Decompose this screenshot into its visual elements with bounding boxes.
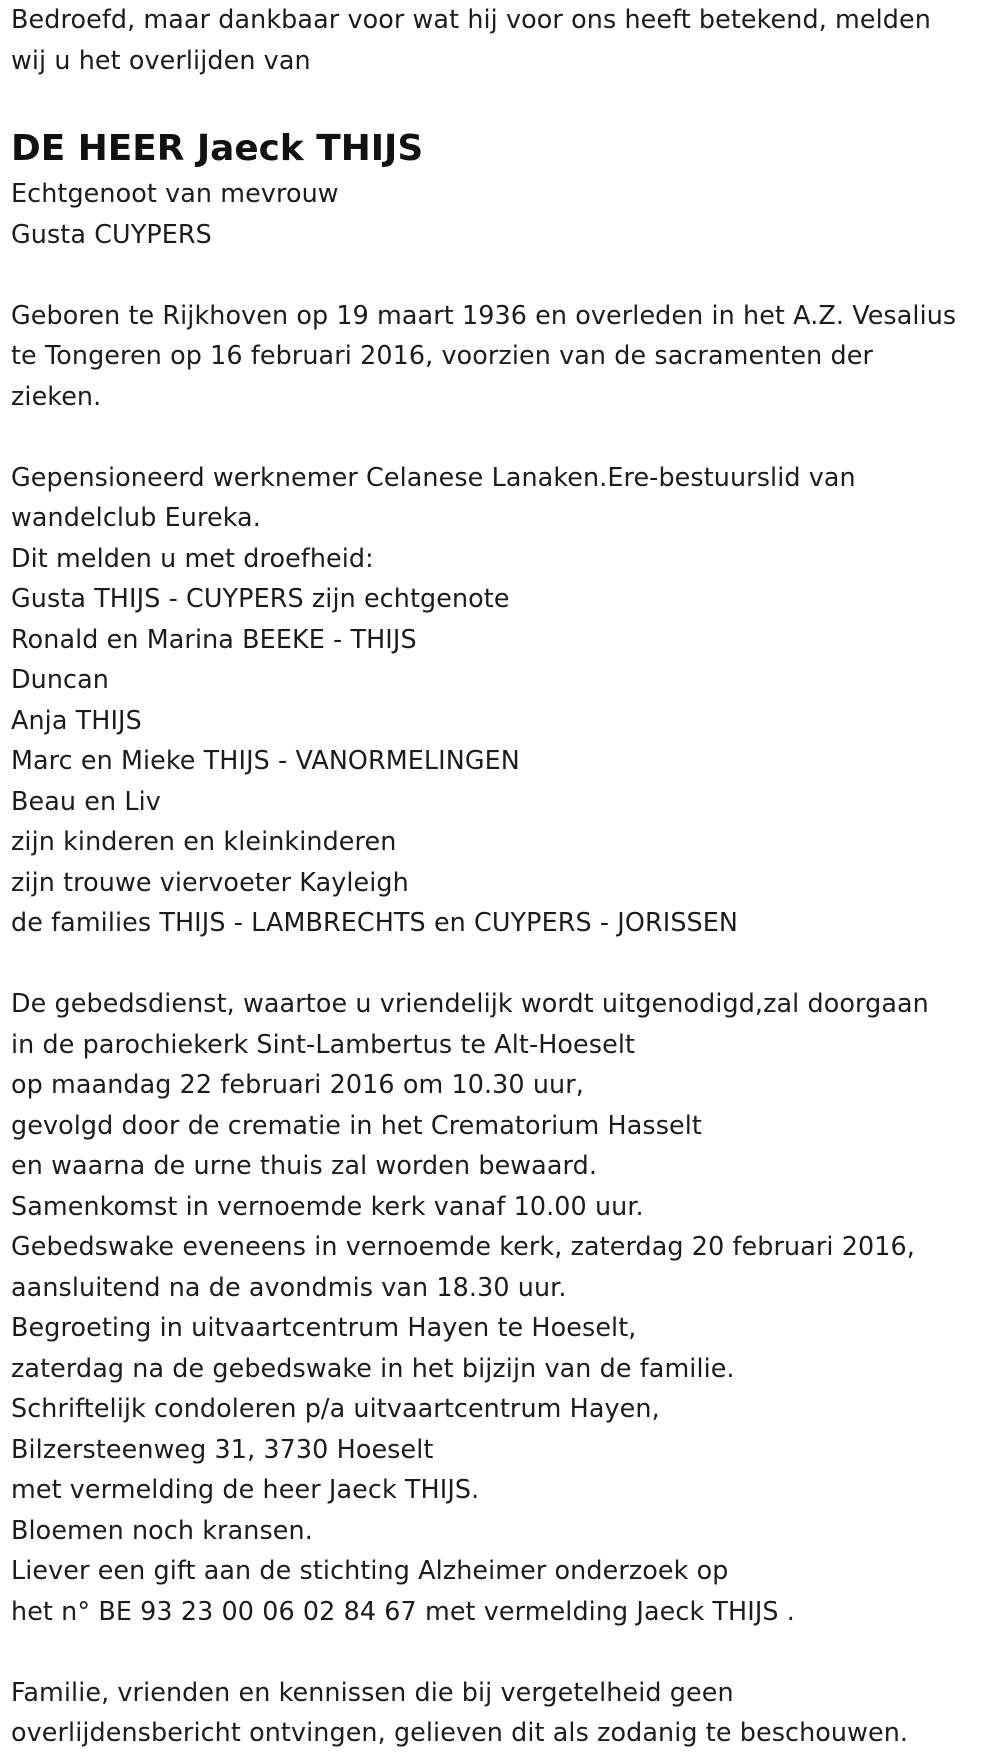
intro-line: Bedroefd, maar dankbaar voor wat hij voor ons heeft betekend, melden <box>11 5 931 35</box>
service-line: zaterdag na de gebedswake in het bijzijn van de familie. <box>11 1353 735 1384</box>
service-line: in de parochiekerk Sint-Lambertus te Alt-Hoeselt <box>11 1029 636 1060</box>
spacer <box>11 81 1000 124</box>
family-line: zijn trouwe viervoeter Kayleigh <box>11 867 409 898</box>
family-paragraph <box>11 458 1000 944</box>
family-line: zijn kinderen en kleinkinderen <box>11 827 397 857</box>
service-line: Liever een gift aan de stichting Alzheimer onderzoek op <box>11 1556 729 1586</box>
spacer <box>11 417 1000 458</box>
deceased-name-title: DE HEER Jaeck THIJS <box>11 128 424 169</box>
service-line: Begroeting in uitvaartcentrum Hayen te Hoeselt, <box>11 1313 637 1343</box>
service-paragraph <box>11 984 1000 1632</box>
service-line: met vermelding de heer Jaeck THIJS. <box>11 1475 480 1505</box>
closing-line: Familie, vrienden en kennissen die bij vergetelheid geen <box>11 1677 734 1708</box>
service-line: De gebedsdienst, waartoe u vriendelijk wordt uitgenodigd,zal doorgaan <box>11 989 929 1019</box>
intro-line: wij u het overlijden van <box>11 45 311 76</box>
family-line: Anja THIJS <box>11 705 142 736</box>
family-line: Gepensioneerd werknemer Celanese Lanaken.Ere-bestuurslid van <box>11 462 856 493</box>
birth-death-line: te Tongeren op 16 februari 2016, voorzien van de sacramenten der <box>11 341 874 371</box>
spouse-block <box>11 174 1000 255</box>
birth-death-line: Geboren te Rijkhoven op 19 maart 1936 en overleden in het A.Z. Vesalius <box>11 300 957 331</box>
service-line: gevolgd door de crematie in het Crematorium Hasselt <box>11 1110 702 1141</box>
spacer <box>11 1632 1000 1673</box>
service-line: op maandag 22 februari 2016 om 10.30 uur, <box>11 1070 584 1100</box>
closing-paragraph <box>11 1673 1000 1754</box>
service-line: Samenkomst in vernoemde kerk vanaf 10.00 uur. <box>11 1191 644 1222</box>
spacer <box>11 944 1000 985</box>
spacer <box>11 255 1000 296</box>
family-line: wandelclub Eureka. <box>11 503 261 533</box>
family-line: Marc en Mieke THIJS - VANORMELINGEN <box>11 746 520 776</box>
family-line: Beau en Liv <box>11 786 161 817</box>
birth-death-paragraph <box>11 296 1000 418</box>
service-line: Gebedswake eveneens in vernoemde kerk, zaterdag 20 februari 2016, <box>11 1232 915 1262</box>
closing-line: overlijdensbericht ontvingen, gelieven dit als zodanig te beschouwen. <box>11 1718 909 1748</box>
family-line: Dit melden u met droefheid: <box>11 543 374 574</box>
birth-death-line: zieken. <box>11 381 102 412</box>
service-line: aansluitend na de avondmis van 18.30 uur. <box>11 1272 567 1303</box>
family-line: Gusta THIJS - CUYPERS zijn echtgenote <box>11 584 510 614</box>
spouse-line: Gusta CUYPERS <box>11 219 212 250</box>
service-line: Bloemen noch kransen. <box>11 1515 313 1546</box>
family-line: Ronald en Marina BEEKE - THIJS <box>11 624 417 655</box>
service-line: en waarna de urne thuis zal worden bewaard. <box>11 1151 597 1181</box>
service-line: Bilzersteenweg 31, 3730 Hoeselt <box>11 1434 434 1465</box>
service-line: Schriftelijk condoleren p/a uitvaartcentrum Hayen, <box>11 1394 660 1424</box>
intro-paragraph <box>11 0 1000 81</box>
service-line: het n° BE 93 23 00 06 02 84 67 met vermelding Jaeck THIJS . <box>11 1596 795 1627</box>
spouse-line: Echtgenoot van mevrouw <box>11 179 339 209</box>
family-line: de families THIJS - LAMBRECHTS en CUYPERS - JORISSEN <box>11 908 739 938</box>
family-line: Duncan <box>11 665 109 695</box>
